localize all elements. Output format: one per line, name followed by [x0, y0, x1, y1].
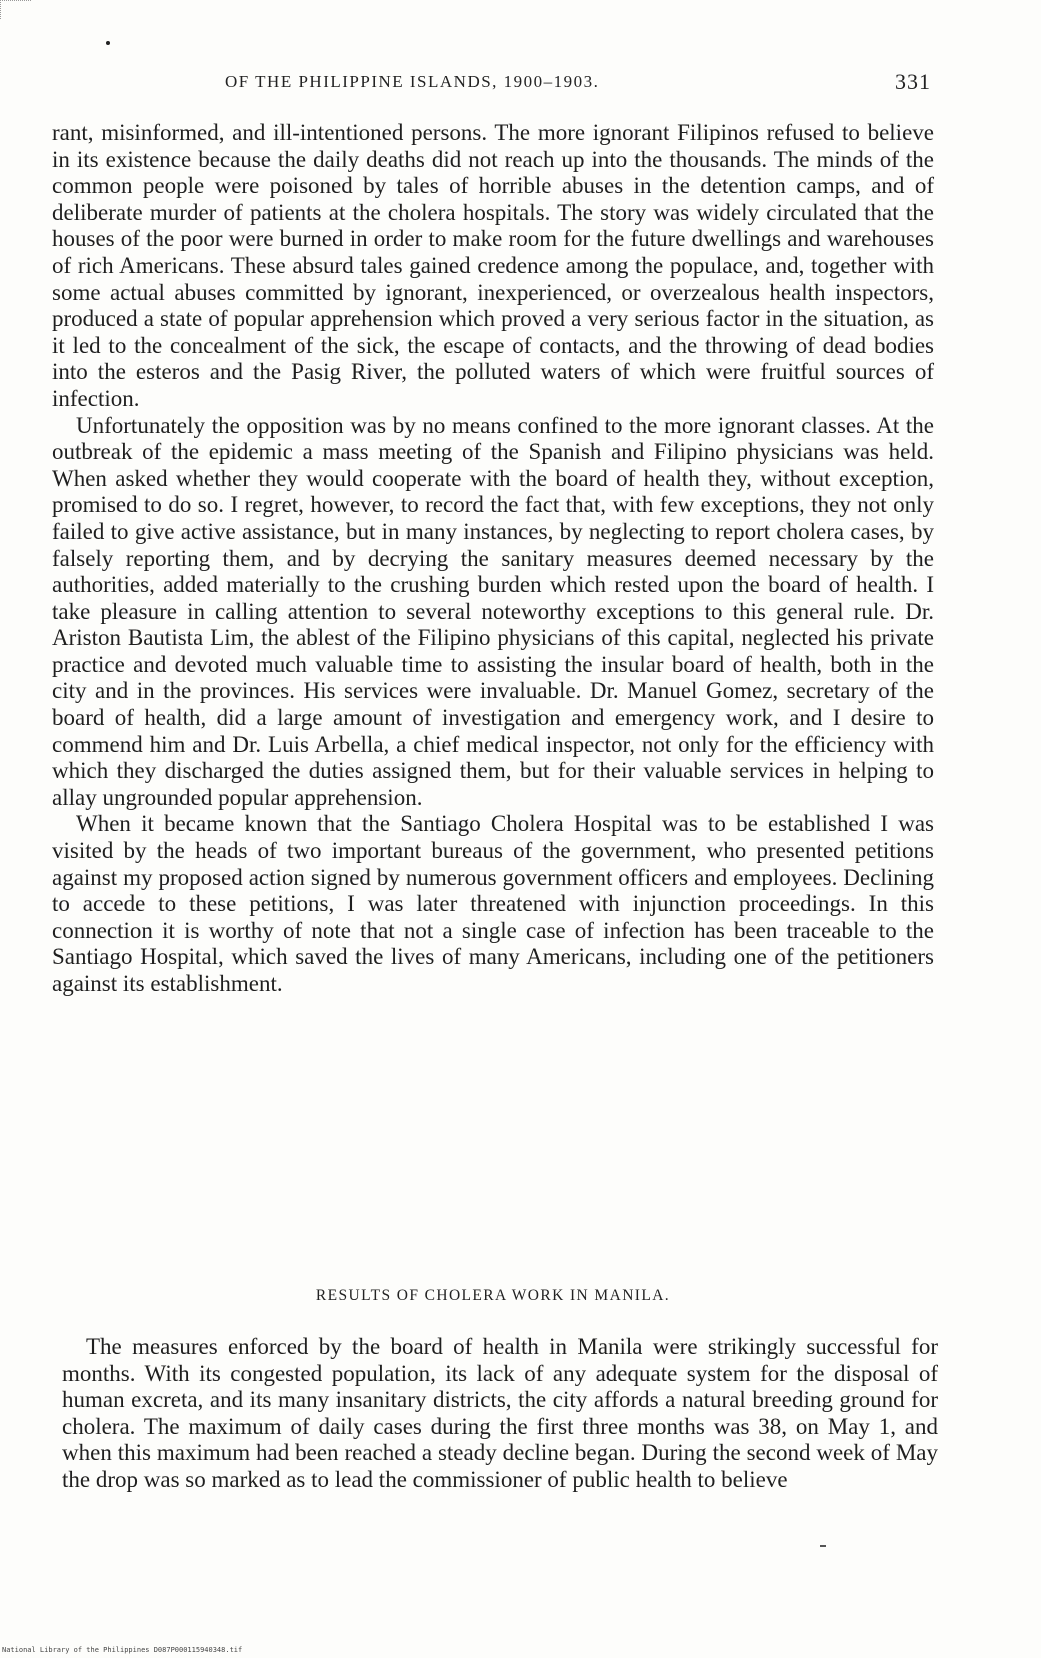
scan-corner-mark [0, 0, 31, 19]
scan-mark [820, 1545, 826, 1547]
scan-speck [106, 41, 110, 45]
paragraph-results: The measures enforced by the board of health in Manila were strikingly successful for months. With its congested population, its lack of any adequate system for the disposal of human excreta, and its many insanitary districts, the city affords a natural breeding ground for cholera. The maximum of daily cases during the first three months was 38, on May 1, and when this maximum had been reached a steady decline began. During the second week of May the drop was so marked as to lead the commissioner of public health to believe [62, 1334, 938, 1492]
running-title: OF THE PHILIPPINE ISLANDS, 1900–1903. [225, 72, 600, 91]
paragraph-continued: rant, misinformed, and ill-intentioned persons. The more ignorant Filipinos refused to believe in its existence because the daily deaths did not reach up into the thousands. The minds of the common people were poisoned by tales of horrible abuses in the detention camps, and of deliberate murder of patients at the cholera hospitals. The story was widely circulated that the houses of the poor were burned in order to make room for the future dwellings and warehouses of rich Americans. These absurd tales gained credence among the populace, and, together with some actual abuses committed by ignorant, inexperienced, or overzealous health inspectors, produced a state of popular apprehension which proved a very serious factor in the situation, as it led to the concealment of the sick, the escape of contacts, and the throwing of dead bodies into the esteros and the Pasig River, the polluted waters of which were fruitful sources of infection. [52, 120, 934, 411]
page-header [225, 69, 931, 96]
section-text [62, 1334, 938, 1494]
paragraph-santiago-hospital: When it became known that the Santiago Cholera Hospital was to be established I was visited by the heads of two important bureaus of the government, who presented petitions against my proposed action signed by numerous government officers and employees. Declining to accede to these petitions, I was later threatened with injunction proceedings. In this connection it is worthy of note that not a single case of infection has been traceable to the Santiago Hospital, which saved the lives of many Americans, including one of the petitioners against its establishment. [52, 811, 934, 996]
page-number: 331 [895, 69, 931, 94]
paragraph-opposition: Unfortunately the opposition was by no means confined to the more ignorant classes. At the outbreak of the epidemic a mass meeting of the Spanish and Filipino physicians was held. When asked whether they would cooperate with the board of health they, without exception, promised to do so. I regret, however, to record the fact that, with few exceptions, they not only failed to give active assistance, but in many instances, by neglecting to report cholera cases, by falsely reporting them, and by decrying the sanitary measures deemed necessary by the authorities, added materially to the crushing burden which rested upon the board of health. I take pleasure in calling attention to several noteworthy exceptions to this general rule. Dr. Ariston Bautista Lim, the ablest of the Filipino physicians of this capital, neglected his private practice and devoted much valuable time to assisting the insular board of health, both in the city and in the provinces. His services were invaluable. Dr. Manuel Gomez, secretary of the board of health, did a large amount of investigation and emergency work, and I desire to commend him and Dr. Luis Arbella, a chief medical inspector, not only for the efficiency with which they discharged the duties assigned them, but for their valuable services in helping to allay ungrounded popular apprehension. [52, 412, 934, 810]
scan-footer: National Library of the Philippines D087P000115940348.tif [2, 1646, 243, 1654]
main-text [52, 120, 934, 998]
section-heading: RESULTS OF CHOLERA WORK IN MANILA. [315, 1287, 671, 1304]
